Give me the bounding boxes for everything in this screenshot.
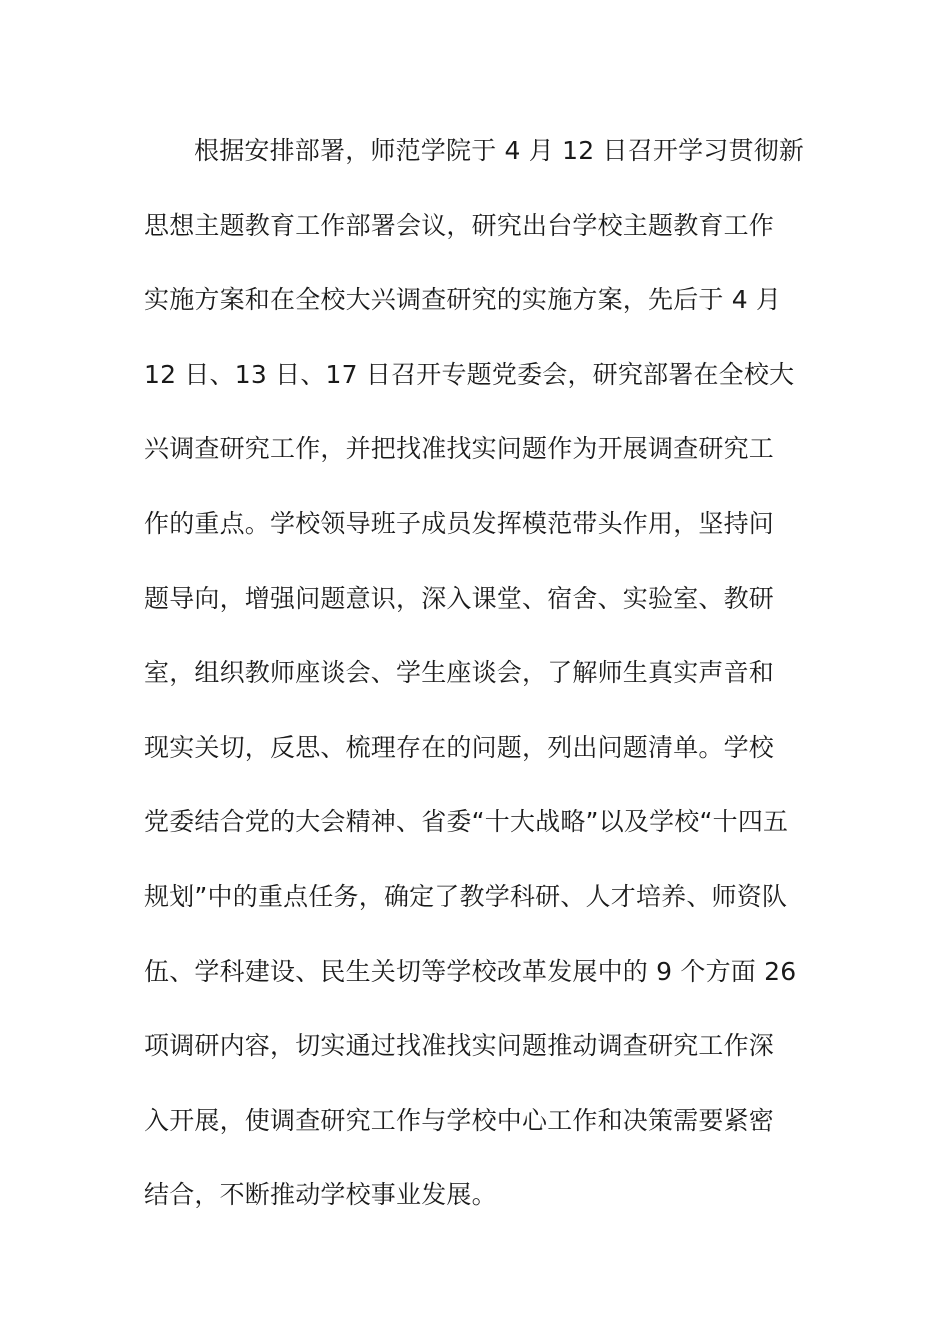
paragraph-line: 作的重点。学校领导班子成员发挥模范带头作用，坚持问 [144,508,775,538]
paragraph-line: 题导向，增强问题意识，深入课堂、宿舍、实验室、教研 [144,583,775,613]
paragraph-line: 伍、学科建设、民生关切等学校改革发展中的 9 个方面 26 [144,956,797,986]
paragraph-line: 兴调查研究工作，并把找准找实问题作为开展调查研究工 [144,434,775,464]
paragraph-line: 党委结合党的大会精神、省委“十大战略”以及学校“十四五 [144,807,789,837]
paragraph-line: 规划”中的重点任务，确定了教学科研、人才培养、师资队 [144,881,788,911]
paragraph-line: 12 日、13 日、17 日召开专题党委会，研究部署在全校大 [144,359,795,389]
paragraph [144,114,824,1233]
paragraph-line: 项调研内容，切实通过找准找实问题推动调查研究工作深 [144,1031,775,1061]
paragraph-line: 实施方案和在全校大兴调查研究的实施方案，先后于 4 月 [144,285,782,315]
paragraph-line: 现实关切，反思、梳理存在的问题，列出问题清单。学校 [144,732,775,762]
paragraph-line: 根据安排部署，师范学院于 4 月 12 日召开学习贯彻新 [194,136,805,165]
paragraph-line: 室，组织教师座谈会、学生座谈会，了解师生真实声音和 [144,658,775,688]
paragraph-line: 入开展，使调查研究工作与学校中心工作和决策需要紧密 [144,1105,775,1135]
paragraph-line: 结合，不断推动学校事业发展。 [144,1180,497,1210]
paragraph-line: 思想主题教育工作部署会议，研究出台学校主题教育工作 [144,210,775,240]
